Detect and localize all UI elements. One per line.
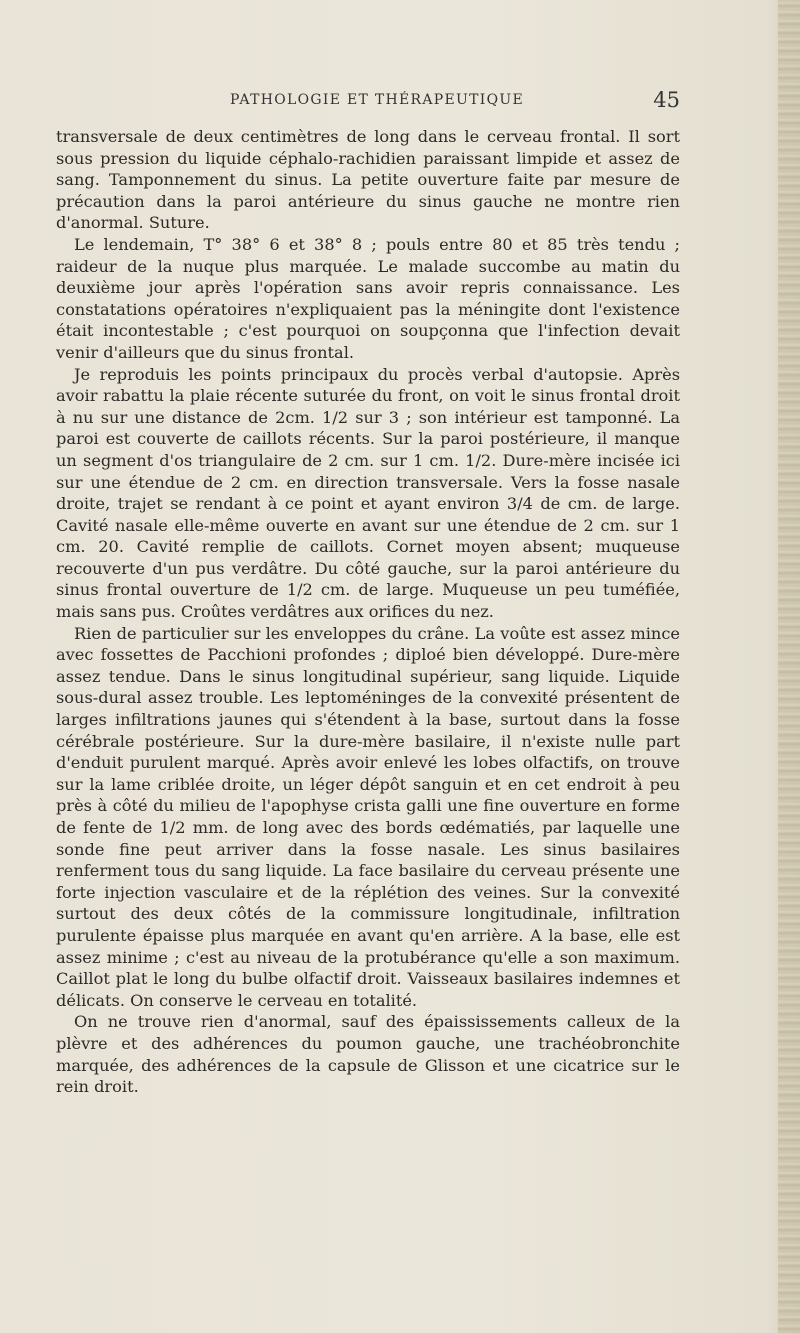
- body-text: [56, 126, 680, 1098]
- paragraph: Je reproduis les points principaux du procès verbal d'autopsie. Après avoir rabattu la plaie récente suturée du front, on voit le sinus frontal droit à nu sur une distance de 2cm. 1/2 sur 3 ; son intérieur est tamponné. La paroi est couverte de caillots récents. Sur la paroi postérieure, il manque un segment d'os triangulaire de 2 cm. sur 1 cm. 1/2. Dure-mère incisée ici sur une étendue de 2 cm. en direction transversale. Vers la fosse nasale droite, trajet se rendant à ce point et ayant environ 3/4 de cm. de large. Cavité nasale elle-même ouverte en avant sur une étendue de 2 cm. sur 1 cm. 20. Cavité remplie de caillots. Cornet moyen absent; muqueuse recouverte d'un pus verdâtre. Du côté gauche, sur la paroi antérieure du sinus frontal ouverture de 1/2 cm. de large. Muqueuse un peu tuméfiée, mais sans pus. Croûtes verdâtres aux orifices du nez.: [56, 364, 680, 622]
- page-edge: [778, 0, 800, 1333]
- paragraph: transversale de deux centimètres de long dans le cerveau frontal. Il sort sous pression du liquide céphalo-rachidien paraissant limpide et assez de sang. Tamponnement du sinus. La petite ouverture faite par mesure de précaution dans la paroi antérieure du sinus gauche ne montre rien d'anormal. Suture.: [56, 127, 680, 233]
- paragraph: Le lendemain, T° 38° 6 et 38° 8 ; pouls entre 80 et 85 très tendu ; raideur de la nuque plus marquée. Le malade succombe au matin du deuxième jour après l'opération sans avoir repris connaissance. Les constatations opératoires n'expliquaient pas la méningite dont l'existence était incontestable ; c'est pourquoi on soupçonna que l'infection devait venir d'ailleurs que du sinus frontal.: [56, 234, 680, 362]
- page-number: 45: [653, 88, 680, 112]
- page-header: [230, 90, 680, 114]
- paragraph: On ne trouve rien d'anormal, sauf des épaississements calleux de la plèvre et des adhérences du poumon gauche, une trachéobronchite marquée, des adhérences de la capsule de Glisson et une cicatrice sur le rein droit.: [56, 1012, 680, 1097]
- running-title: PATHOLOGIE ET THÉRAPEUTIQUE: [230, 92, 524, 108]
- paragraph: Rien de particulier sur les enveloppes du crâne. La voûte est assez mince avec fossettes de Pacchioni profondes ; diploé bien développé. Dure-mère assez tendue. Dans le sinus longitudinal supérieur, sang liquide. Liquide sous-dural assez trouble. Les leptoméninges de la convexité présentent de larges infiltrations jaunes qui s'étendent à la base, surtout dans la fosse cérébrale postérieure. Sur la dure-mère basilaire, il n'existe nulle part d'enduit purulent marqué. Après avoir enlevé les lobes olfactifs, on trouve sur la lame criblée droite, un léger dépôt sanguin et en cet endroit à peu près à côté du milieu de l'apophyse crista galli une fine ouverture en forme de fente de 1/2 mm. de long avec des bords œdématiés, par laquelle une sonde fine peut arriver dans la fosse nasale. Les sinus basilaires renferment tous du sang liquide. La face basilaire du cerveau présente une forte injection vasculaire et de la réplétion des veines. Sur la convexité surtout des deux côtés de la commissure longitudinale, infiltration purulente épaisse plus marquée en avant qu'en arrière. A la base, elle est assez minime ; c'est au niveau de la protubérance qu'elle a son maximum. Caillot plat le long du bulbe olfactif droit. Vaisseaux basilaires indemnes et délicats. On conserve le cerveau en totalité.: [56, 623, 680, 1010]
